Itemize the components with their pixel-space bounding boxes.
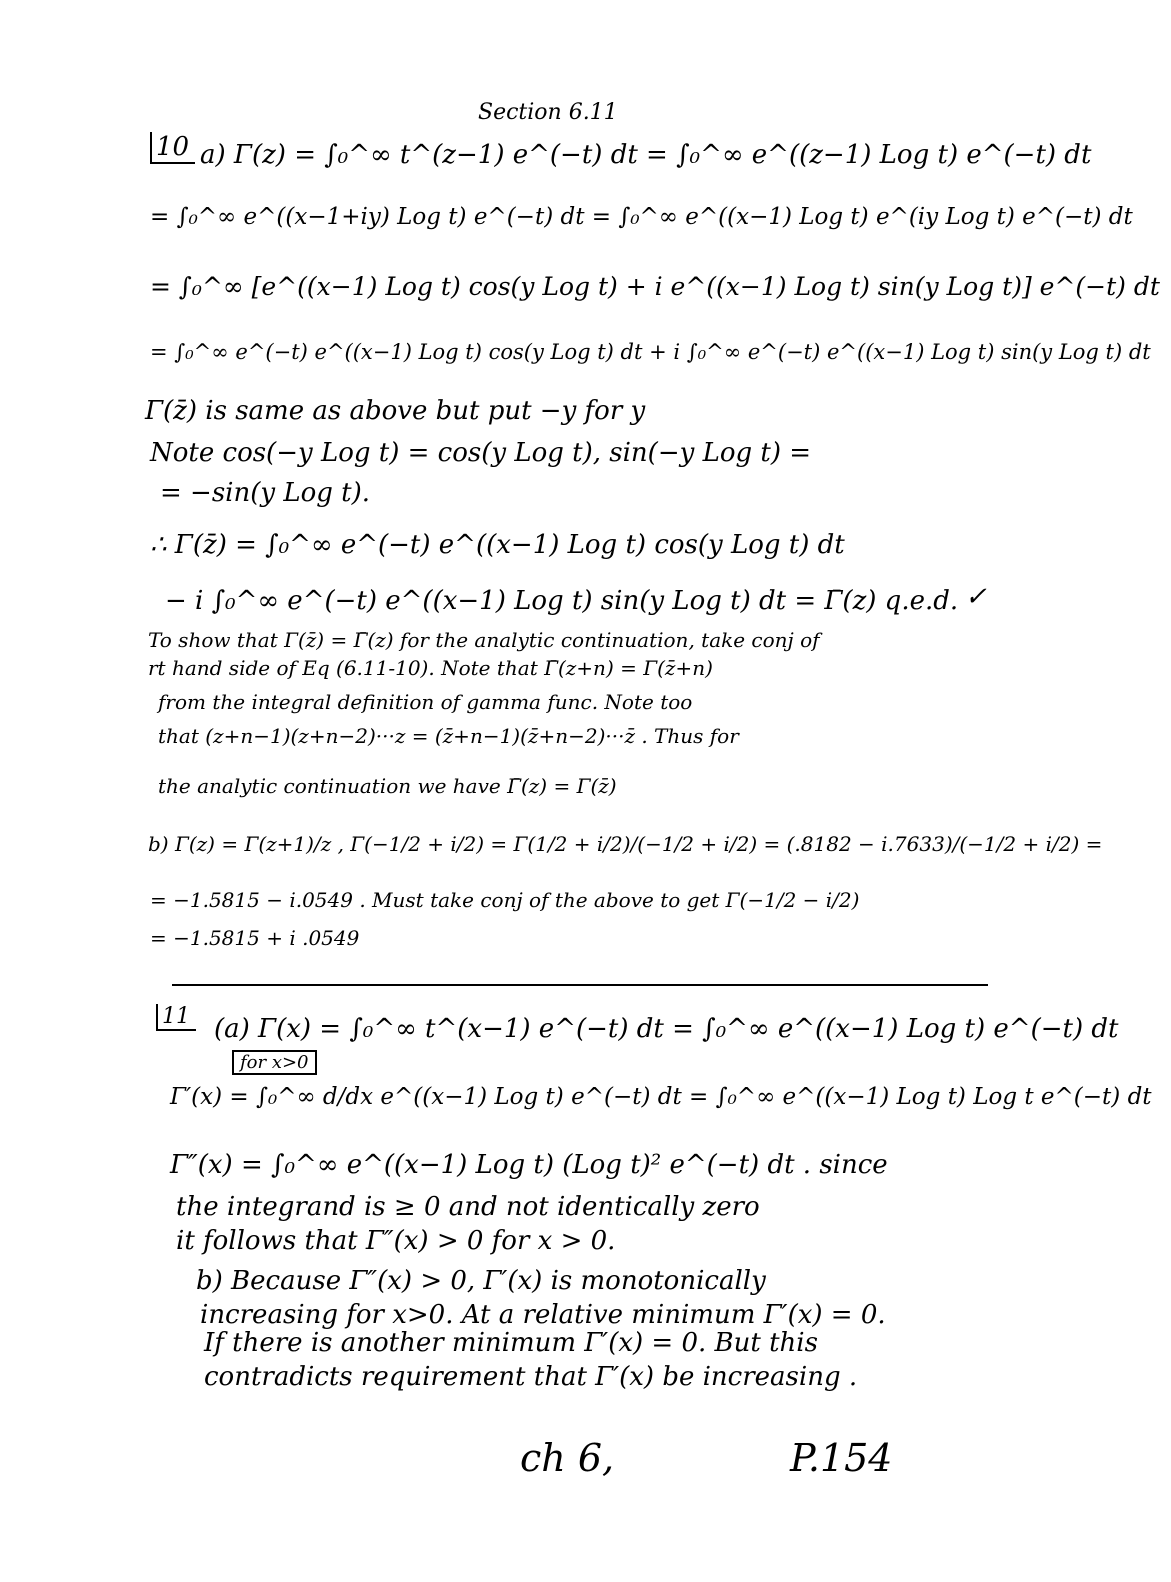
p10a-line-6: Note cos(−y Log t) = cos(y Log t), sin(−y Log t) =	[150, 438, 812, 468]
p10b-line-2: = −1.5815 − i.0549 . Must take conj of the above to get Γ(−1/2 − i/2)	[150, 888, 860, 912]
page-number: P.154	[790, 1436, 893, 1480]
problem-10-number: 10	[150, 132, 195, 164]
p10a-line-3: = ∫₀^∞ [e^((x−1) Log t) cos(y Log t) + i e^((x−1) Log t) sin(y Log t)] e^(−t) dt	[150, 272, 1160, 301]
p10a-line-10: To show that Γ(z̄) = Γ̄(z) for the analytic continuation, take conj of	[148, 628, 820, 652]
p11-condition-box: for x>0	[232, 1050, 317, 1075]
p10b-line-1: b) Γ(z) = Γ(z+1)/z , Γ(−1/2 + i/2) = Γ(1/2 + i/2)/(−1/2 + i/2) = (.8182 − i.7633)/(−1/2 + i/2) =	[148, 832, 1103, 856]
p10a-line-5: Γ(z̄) is same as above but put −y for y	[145, 396, 646, 426]
p10a-line-12: from the integral definition of gamma func. Note too	[158, 690, 693, 714]
p10a-line-14: the analytic continuation we have Γ̄(z) = Γ(z̄)	[158, 774, 617, 798]
p10a-line-11: rt hand side of Eq (6.11-10). Note that Γ̄(z+n) = Γ(z̄+n)	[148, 656, 713, 680]
p10a-line-1: a) Γ(z) = ∫₀^∞ t^(z−1) e^(−t) dt = ∫₀^∞ e^((z−1) Log t) e^(−t) dt	[200, 140, 1092, 170]
problem-11-number: 11	[156, 1004, 196, 1031]
p10b-line-3: = −1.5815 + i .0549	[150, 926, 360, 950]
p11-line-7: increasing for x>0. At a relative minimum Γ′(x) = 0.	[200, 1300, 886, 1330]
p10a-line-13: that (z+n−1)(z+n−2)···z = (z̄+n−1)(z̄+n−2)···z̄ . Thus for	[158, 724, 739, 748]
p11-line-9: contradicts requirement that Γ′(x) be increasing .	[204, 1362, 858, 1392]
section-title: Section 6.11	[478, 100, 618, 125]
p10a-line-2: = ∫₀^∞ e^((x−1+iy) Log t) e^(−t) dt = ∫₀^∞ e^((x−1) Log t) e^(iy Log t) e^(−t) dt	[150, 204, 1133, 230]
p10a-line-7: = −sin(y Log t).	[160, 478, 371, 508]
p11-line-1: (a) Γ(x) = ∫₀^∞ t^(x−1) e^(−t) dt = ∫₀^∞ e^((x−1) Log t) e^(−t) dt	[214, 1014, 1119, 1044]
section-divider	[172, 984, 988, 986]
p10a-line-4: = ∫₀^∞ e^(−t) e^((x−1) Log t) cos(y Log t) dt + i ∫₀^∞ e^(−t) e^((x−1) Log t) sin(y Log t) dt	[150, 340, 1151, 364]
p11-line-5: it follows that Γ″(x) > 0 for x > 0.	[176, 1226, 616, 1256]
chapter-label: ch 6,	[520, 1436, 615, 1480]
p11-line-3: Γ″(x) = ∫₀^∞ e^((x−1) Log t) (Log t)² e^(−t) dt . since	[170, 1150, 888, 1180]
p10a-line-8: ∴ Γ(z̄) = ∫₀^∞ e^(−t) e^((x−1) Log t) cos(y Log t) dt	[150, 530, 845, 560]
p11-line-8: If there is another minimum Γ′(x) = 0. But this	[204, 1328, 818, 1358]
p11-line-6: b) Because Γ″(x) > 0, Γ′(x) is monotonically	[196, 1266, 766, 1296]
check-mark: ✓	[965, 582, 987, 612]
p11-line-4: the integrand is ≥ 0 and not identically zero	[176, 1192, 760, 1222]
p10a-line-9: − i ∫₀^∞ e^(−t) e^((x−1) Log t) sin(y Log t) dt = Γ̄(z) q.e.d.	[165, 586, 959, 616]
p11-line-2: Γ′(x) = ∫₀^∞ d/dx e^((x−1) Log t) e^(−t) dt = ∫₀^∞ e^((x−1) Log t) Log t e^(−t) dt	[170, 1084, 1152, 1110]
